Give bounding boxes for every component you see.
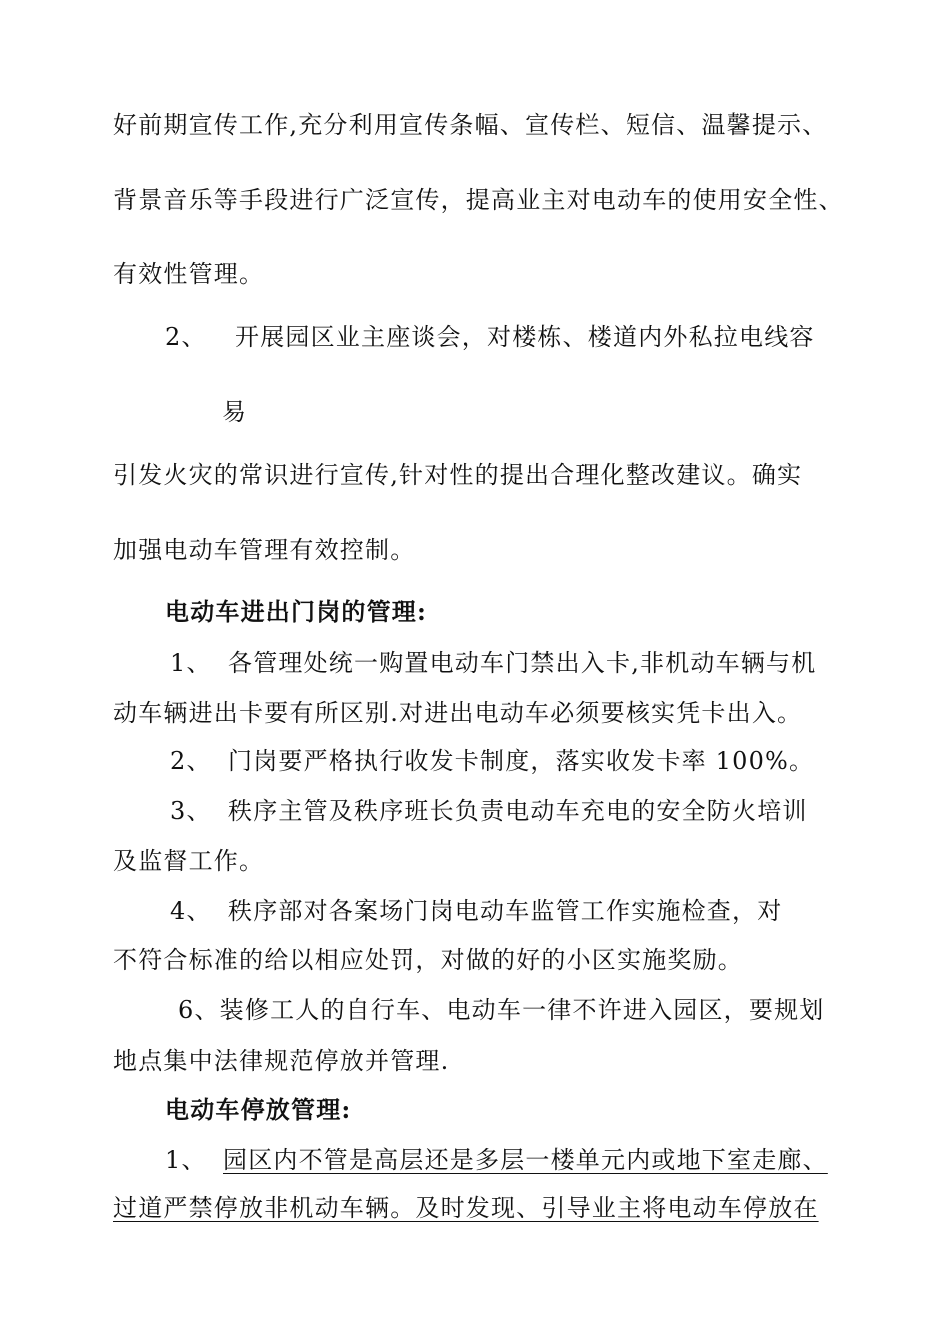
paragraph-line: 不符合标准的给以相应处罚，对做的好的小区实施奖励。 — [113, 946, 743, 974]
section-heading: 电动车停放管理: — [165, 1095, 352, 1124]
list-item — [165, 1145, 828, 1175]
paragraph-line: 及监督工作。 — [113, 847, 265, 875]
list-item — [165, 322, 815, 352]
list-item — [170, 896, 782, 926]
list-item-text: 秩序部对各案场门岗电动车监管工作实施检查，对 — [228, 897, 783, 925]
list-number: 2、 — [165, 323, 207, 351]
paragraph-line: 有效性管理。 — [113, 260, 265, 288]
list-number: 4、 — [170, 897, 212, 925]
section-heading: 电动车进出门岗的管理: — [165, 597, 428, 626]
paragraph-line: 地点集中法律规范停放并管理. — [113, 1047, 450, 1075]
list-number: 1、 — [165, 1146, 207, 1174]
paragraph-line: 背景音乐等手段进行广泛宣传，提高业主对电动车的使用安全性、 — [113, 186, 844, 214]
paragraph-line: 加强电动车管理有效控制。 — [113, 536, 416, 564]
list-item: 6、装修工人的自行车、电动车一律不许进入园区，要规划 — [178, 996, 825, 1024]
list-number: 1、 — [170, 649, 212, 677]
paragraph-line: 过道严禁停放非机动车辆。及时发现、引导业主将电动车停放在 — [113, 1194, 819, 1222]
list-item — [170, 796, 808, 826]
paragraph-line: 动车辆进出卡要有所区别.对进出电动车必须要核实凭卡出入。 — [113, 699, 803, 727]
list-item — [170, 648, 816, 678]
list-number: 3、 — [170, 797, 212, 825]
list-item-text: 门岗要严格执行收发卡制度，落实收发卡率 100%。 — [228, 747, 815, 775]
list-item-text: 开展园区业主座谈会，对楼栋、楼道内外私拉电线容 — [235, 323, 815, 351]
paragraph-line: 引发火灾的常识进行宣传,针对性的提出合理化整改建议。确实 — [113, 461, 803, 489]
paragraph-line: 易 — [222, 398, 248, 426]
list-number: 2、 — [170, 747, 212, 775]
list-item — [170, 746, 814, 776]
list-item-text: 园区内不管是高层还是多层一楼单元内或地下室走廊、 — [223, 1146, 828, 1174]
list-item-text: 秩序主管及秩序班长负责电动车充电的安全防火培训 — [228, 797, 808, 825]
paragraph-line: 好前期宣传工作,充分利用宣传条幅、宣传栏、短信、温馨提示、 — [113, 111, 828, 139]
list-item-text: 各管理处统一购置电动车门禁出入卡,非机动车辆与机 — [228, 649, 817, 677]
